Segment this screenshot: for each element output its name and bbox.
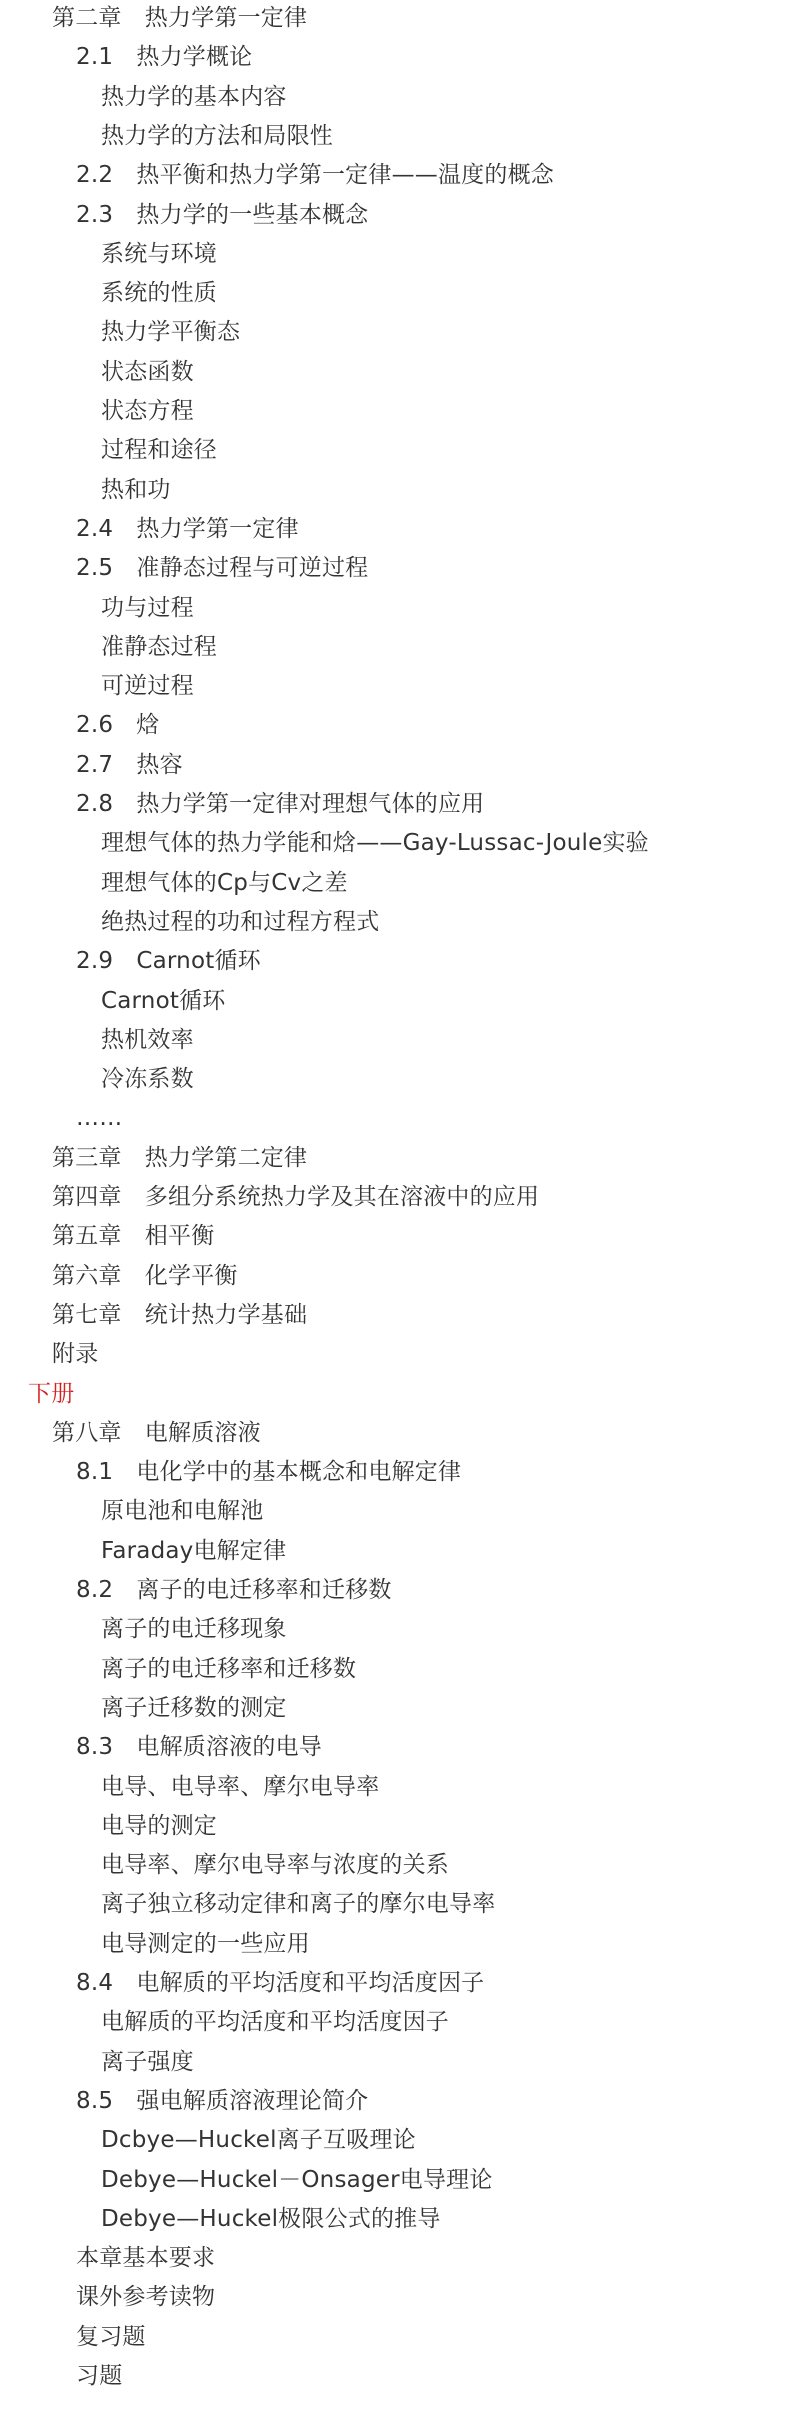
section-entry: 课外参考读物 [76, 2284, 216, 2311]
section-entry: 本章基本要求 [76, 2245, 216, 2272]
subsection-entry: Debye—Huckel－Onsager电导理论 [101, 2166, 493, 2193]
section-entry: 2.6 焓 [76, 712, 160, 739]
chapter-entry: 第七章 统计热力学基础 [52, 1301, 308, 1328]
subsection-entry: 离子的电迁移现象 [101, 1616, 287, 1643]
section-entry: 2.9 Carnot循环 [76, 948, 261, 975]
section-entry: 2.3 热力学的一些基本概念 [76, 201, 369, 228]
subsection-entry: 离子独立移动定律和离子的摩尔电导率 [101, 1891, 496, 1918]
subsection-entry: 过程和途径 [101, 437, 217, 464]
section-entry: 8.3 电解质溶液的电导 [76, 1734, 322, 1761]
subsection-entry: 准静态过程 [101, 633, 217, 660]
chapter-entry: 附录 [52, 1341, 99, 1368]
subsection-entry: 冷冻系数 [101, 1066, 194, 1093]
chapter-entry: 第六章 化学平衡 [52, 1262, 238, 1289]
subsection-entry: 电解质的平均活度和平均活度因子 [101, 2009, 449, 2036]
volume-heading: 下册 [28, 1380, 75, 1407]
subsection-entry: 离子迁移数的测定 [101, 1694, 287, 1721]
section-entry: 8.4 电解质的平均活度和平均活度因子 [76, 1970, 485, 1996]
section-entry: …… [76, 1105, 123, 1132]
subsection-entry: Carnot循环 [101, 987, 226, 1014]
subsection-entry: 理想气体的Cp与Cv之差 [101, 869, 348, 896]
section-entry: 习题 [76, 2363, 123, 2389]
section-entry: 2.8 热力学第一定律对理想气体的应用 [76, 791, 485, 817]
chapter-entry: 第二章 热力学第一定律 [52, 5, 308, 31]
subsection-entry: 热和功 [101, 476, 171, 503]
subsection-entry: 电导、电导率、摩尔电导率 [101, 1773, 380, 1800]
section-entry: 2.7 热容 [76, 751, 183, 778]
chapter-entry: 第四章 多组分系统热力学及其在溶液中的应用 [52, 1184, 540, 1210]
subsection-entry: 绝热过程的功和过程方程式 [101, 908, 380, 935]
subsection-entry: 状态函数 [101, 358, 194, 385]
subsection-entry: 理想气体的热力学能和焓——Gay-Lussac-Joule实验 [101, 830, 649, 857]
subsection-entry: 热机效率 [101, 1026, 194, 1053]
section-entry: 8.1 电化学中的基本概念和电解定律 [76, 1459, 462, 1486]
subsection-entry: Debye—Huckel极限公式的推导 [101, 2205, 441, 2232]
section-entry: 8.5 强电解质溶液理论简介 [76, 2087, 369, 2114]
section-entry: 2.1 热力学概论 [76, 44, 253, 71]
subsection-entry: 电导率、摩尔电导率与浓度的关系 [101, 1852, 449, 1879]
subsection-entry: Dcbye—Huckel离子互吸理论 [101, 2127, 416, 2154]
subsection-entry: 热力学平衡态 [101, 319, 241, 346]
subsection-entry: 电导测定的一些应用 [101, 1930, 310, 1957]
chapter-entry: 第五章 相平衡 [52, 1223, 215, 1250]
section-entry: 2.5 准静态过程与可逆过程 [76, 555, 369, 582]
subsection-entry: Faraday电解定律 [101, 1537, 287, 1564]
subsection-entry: 热力学的基本内容 [101, 83, 287, 110]
section-entry: 2.4 热力学第一定律 [76, 515, 299, 542]
section-entry: 复习题 [76, 2323, 146, 2350]
subsection-entry: 离子强度 [101, 2048, 194, 2075]
subsection-entry: 系统与环境 [101, 240, 217, 267]
subsection-entry: 状态方程 [101, 398, 194, 424]
chapter-entry: 第三章 热力学第二定律 [52, 1144, 308, 1171]
subsection-entry: 系统的性质 [101, 280, 217, 307]
chapter-entry: 第八章 电解质溶液 [52, 1419, 261, 1446]
subsection-entry: 热力学的方法和局限性 [101, 122, 333, 149]
subsection-entry: 可逆过程 [101, 673, 194, 700]
subsection-entry: 功与过程 [101, 594, 194, 621]
section-entry: 8.2 离子的电迁移率和迁移数 [76, 1577, 392, 1603]
subsection-entry: 电导的测定 [101, 1812, 217, 1839]
subsection-entry: 离子的电迁移率和迁移数 [101, 1655, 357, 1682]
subsection-entry: 原电池和电解池 [101, 1498, 264, 1525]
section-entry: 2.2 热平衡和热力学第一定律——温度的概念 [76, 162, 554, 189]
